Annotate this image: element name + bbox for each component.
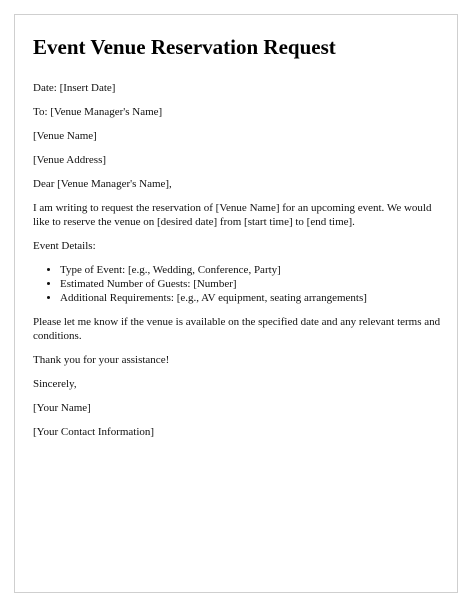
- intro-paragraph: I am writing to request the reservation of [Venue Name] for an upcoming event. We would like to reserve the venue on [desired date] from [start time] to [end time].: [33, 202, 432, 228]
- detail-item-requirements: • Additional Requirements: [e.g., AV equipment, seating arrangements]: [60, 291, 443, 305]
- sender-name: [Your Name]: [33, 402, 91, 414]
- sender-contact: [Your Contact Information]: [33, 426, 155, 438]
- salutation: Dear [Venue Manager's Name],: [33, 178, 172, 190]
- thanks-line: Thank you for your assistance!: [33, 354, 170, 366]
- venue-name-line: [Venue Name]: [33, 130, 97, 142]
- request-paragraph: Please let me know if the venue is available on the specified date and any relevant terms and conditions.: [33, 316, 441, 342]
- venue-address-line: [Venue Address]: [33, 154, 107, 166]
- details-heading: Event Details:: [33, 240, 96, 252]
- letter-content: [33, 33, 443, 449]
- event-details-list: [33, 263, 443, 305]
- closing: Sincerely,: [33, 378, 77, 390]
- to-line: To: [Venue Manager's Name]: [33, 106, 163, 118]
- detail-item-guest-count: • Estimated Number of Guests: [Number]: [60, 277, 443, 291]
- letter-page: [14, 14, 458, 593]
- detail-item-event-type: • Type of Event: [e.g., Wedding, Conference, Party]: [60, 263, 443, 277]
- date-line: Date: [Insert Date]: [33, 82, 116, 94]
- letter-title: Event Venue Reservation Request: [33, 35, 336, 59]
